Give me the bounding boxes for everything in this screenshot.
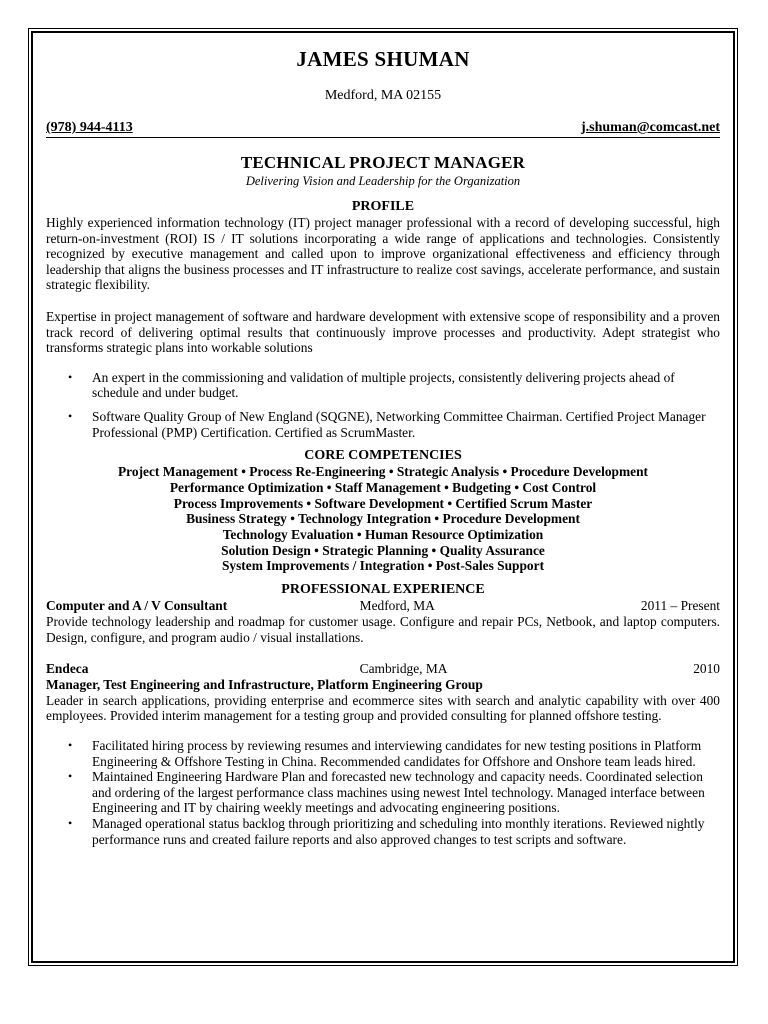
competency-line: Solution Design • Strategic Planning • Quality Assurance — [221, 542, 545, 558]
competency-line: System Improvements / Integration • Post-Sales Support — [221, 558, 545, 574]
job-header — [46, 661, 720, 677]
competency-line: Process Improvements • Software Development • Certified Scrum Master — [173, 495, 593, 511]
profile-paragraph: Highly experienced information technology (IT) project manager professional with a record of developing successful, high return-on-investment (ROI) IS / IT solutions incorporating a wide range of applications and technologies. Consistently recognized by executive management and called upon to improve organizational effectiveness and efficiency through leadership that aligns the business processes and IT infrastructure to realize cost savings, accelerate performance, and sustain strategic flexibility. — [46, 215, 720, 293]
competencies-list — [46, 464, 720, 574]
competency-line: Technology Evaluation • Human Resource Optimization — [222, 526, 544, 542]
competencies-heading: CORE COMPETENCIES — [304, 448, 462, 464]
phone-number: (978) 944-4113 — [46, 120, 133, 135]
contact-line — [46, 120, 720, 138]
job-years: 2010 — [693, 661, 720, 677]
profile-heading: PROFILE — [351, 199, 415, 214]
list-item: • Facilitated hiring process by reviewing resumes and interviewing candidates for new testing positions in Platform Engineering & Offshore Testing in China. Recommended candidates for Offshore and Onshore team leads hired. — [46, 738, 720, 769]
list-item: • Software Quality Group of New England (SQGNE), Networking Committee Chairman. Certified Project Manager Professional (PMP) Certification. Certified as ScrumMaster. — [46, 409, 720, 440]
resume-page — [31, 31, 735, 963]
candidate-name: JAMES SHUMAN — [296, 47, 470, 71]
competency-line: Project Management • Process Re-Engineering • Strategic Analysis • Procedure Development — [118, 464, 648, 480]
list-item: • An expert in the commissioning and validation of multiple projects, consistently delivering projects ahead of schedule and under budget. — [46, 370, 720, 401]
job-title: TECHNICAL PROJECT MANAGER — [240, 153, 526, 172]
profile-bullet-list — [46, 370, 720, 440]
candidate-address: Medford, MA 02155 — [324, 88, 442, 103]
job-location: Cambridge, MA — [359, 661, 448, 677]
tagline: Delivering Vision and Leadership for the Organization — [245, 174, 521, 188]
job-header — [46, 598, 720, 614]
list-item: • Managed operational status backlog through prioritizing and scheduling into monthly iterations. Reviewed nightly performance runs and created failure reports and also approved changes to test scripts and software. — [46, 816, 720, 847]
competency-line: Performance Optimization • Staff Management • Budgeting • Cost Control — [169, 479, 597, 495]
company-name: Endeca — [46, 661, 89, 677]
job-bullet-list — [46, 738, 720, 847]
resume-content — [46, 46, 720, 847]
company-name: Computer and A / V Consultant — [46, 598, 228, 614]
experience-heading: PROFESSIONAL EXPERIENCE — [281, 582, 485, 598]
job-description: Leader in search applications, providing enterprise and ecommerce sites with search and analytic capability with over 400 employees. Provided interim management for a testing group and provided consulting for planned offshore testing. — [46, 692, 720, 724]
spacer — [46, 645, 720, 661]
list-item: • Maintained Engineering Hardware Plan and forecasted new technology and capacity needs. Coordinated selection and ordering of the largest performance class machines using newest Intel technology. Managed interface between Engineering and IT by chairing weekly meetings and advocating engineering positions. — [46, 769, 720, 816]
profile-paragraph: Expertise in project management of software and hardware development with extensive scope of responsibility and a proven track record of delivering optimal results that continuously improve processes and productivity. Adept strategist who transforms strategic plans into workable solutions — [46, 308, 720, 356]
competency-line: Business Strategy • Technology Integration • Procedure Development — [186, 511, 580, 527]
job-description: Provide technology leadership and roadmap for customer usage. Configure and repair PCs, Netbook, and laptop computers. Design, configure, and program audio / visual installations. — [46, 614, 720, 645]
job-years: 2011 – Present — [640, 598, 720, 614]
job-location: Medford, MA — [359, 598, 435, 614]
job-role: Manager, Test Engineering and Infrastructure, Platform Engineering Group — [46, 677, 483, 693]
email-link[interactable]: j.shuman@comcast.net — [580, 120, 720, 135]
